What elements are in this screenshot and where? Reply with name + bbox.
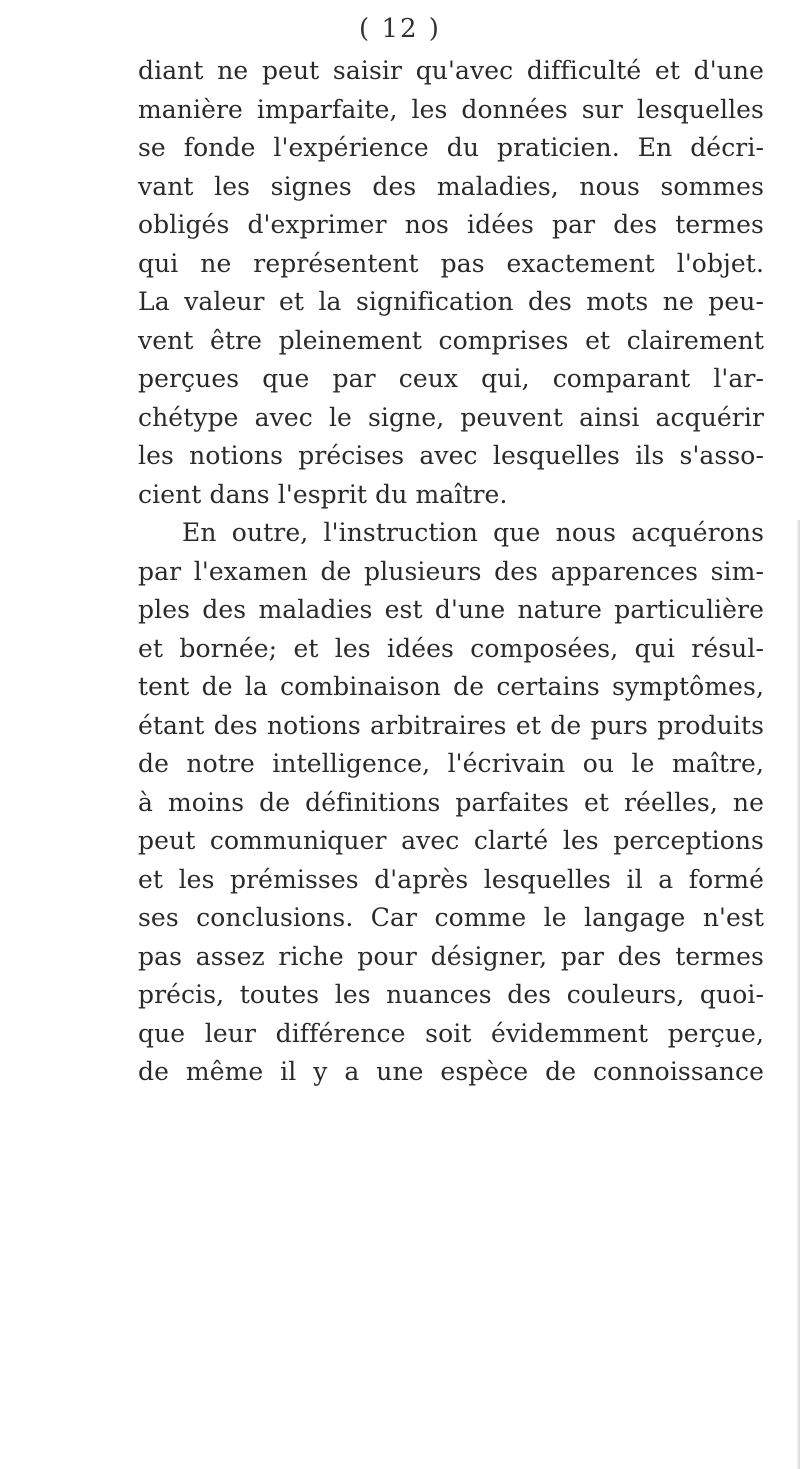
text-line: peut communiquer avec clarté les perceptions xyxy=(138,826,764,855)
paragraph-1 xyxy=(138,52,764,514)
text-line: obligés d'exprimer nos idées par des termes xyxy=(138,210,764,239)
text-line: diant ne peut saisir qu'avec difficulté et d'une xyxy=(138,56,764,85)
text-line: et bornée; et les idées composées, qui résul- xyxy=(138,633,764,663)
text-line: ples des maladies est d'une nature particulière xyxy=(138,595,764,624)
paragraph-2 xyxy=(138,514,764,1092)
text-line: tent de la combinaison de certains symptômes, xyxy=(138,672,764,701)
text-line: les notions précises avec lesquelles ils s'asso- xyxy=(138,441,764,470)
text-line: pas assez riche pour désigner, par des termes xyxy=(138,941,764,971)
text-line: ses conclusions. Car comme le langage n'est xyxy=(138,903,764,932)
text-line: précis, toutes les nuances des couleurs, quoi- xyxy=(138,980,764,1009)
text-line: de notre intelligence, l'écrivain ou le maître, xyxy=(138,749,764,778)
text-line: à moins de définitions parfaites et réelles, ne xyxy=(138,787,764,817)
text-line: que leur différence soit évidemment perçue, xyxy=(138,1018,764,1048)
text-line: qui ne représentent pas exactement l'objet. xyxy=(138,248,764,278)
text-line: par l'examen de plusieurs des apparences sim- xyxy=(138,556,764,586)
text-line: manière imparfaite, les données sur lesquelles xyxy=(138,94,764,124)
text-line: de même il y a une espèce de connoissance xyxy=(138,1057,764,1086)
text-line: et les prémisses d'après lesquelles il a formé xyxy=(138,864,764,894)
text-line: perçues que par ceux qui, comparant l'ar- xyxy=(138,364,764,393)
text-line: vant les signes des maladies, nous sommes xyxy=(138,171,764,201)
text-line: chétype avec le signe, peuvent ainsi acquérir xyxy=(138,402,764,432)
text-line: vent être pleinement comprises et clairement xyxy=(138,325,764,355)
text-line: En outre, l'instruction que nous acquérons xyxy=(182,518,764,547)
page-number: ( 12 ) xyxy=(359,14,441,44)
text-line: La valeur et la signification des mots ne peu- xyxy=(138,287,764,316)
body-text xyxy=(138,52,764,1092)
text-line: étant des notions arbitraires et de purs produits xyxy=(138,710,764,740)
text-line: se fonde l'expérience du praticien. En décri- xyxy=(138,133,764,162)
text-line: cient dans l'esprit du maître. xyxy=(138,479,508,509)
